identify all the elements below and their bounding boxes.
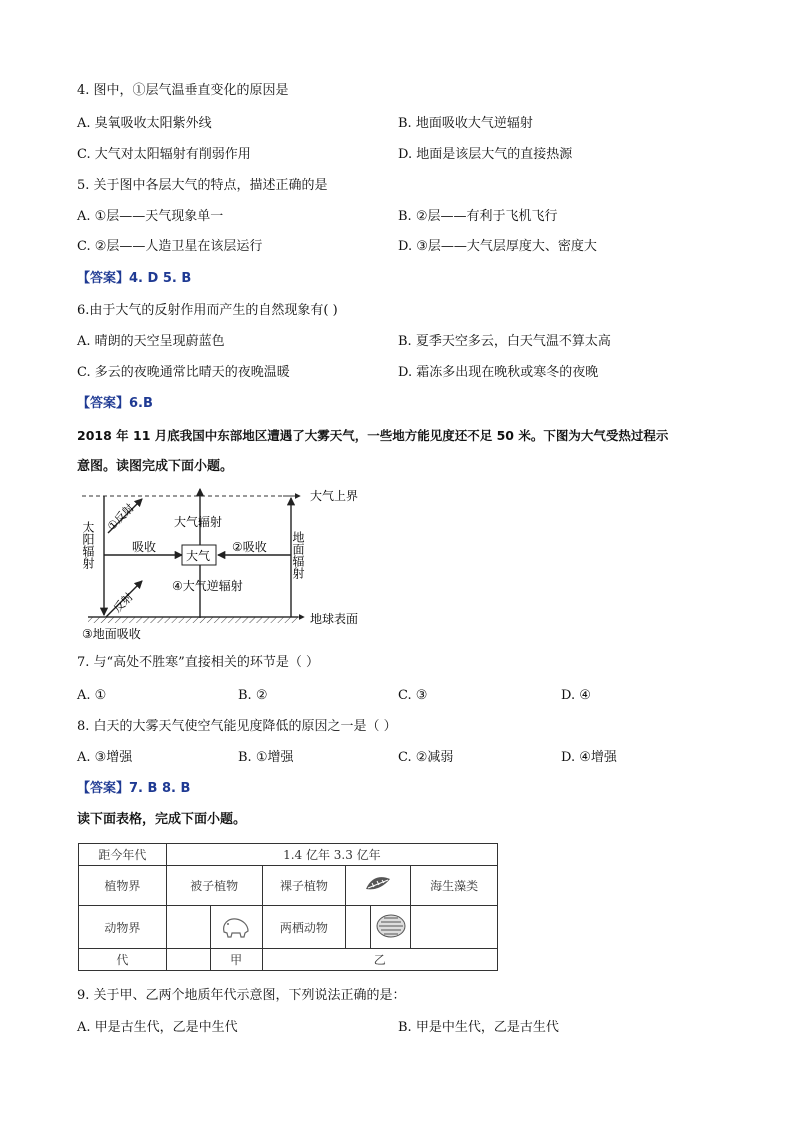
- answer-4-5: [77, 270, 191, 288]
- q4-option-a: A. 臭氧吸收太阳紫外线: [77, 116, 212, 131]
- era-row-label: 代: [79, 948, 167, 970]
- q8-stem: 8. 白天的大雾天气使空气能见度降低的原因之一是（ ）: [77, 719, 397, 734]
- header-years: 1.4 亿年 3.3 亿年: [166, 844, 497, 866]
- ground-radiation-label: 地面辐射: [291, 531, 305, 579]
- answer-text: 7. B 8. B: [129, 781, 191, 796]
- dinosaur-icon: [210, 906, 262, 948]
- q8-option-b: B. ①增强: [238, 750, 294, 765]
- q7-option-a: A. ①: [77, 688, 107, 703]
- q6-stem: 6.由于大气的反射作用而产生的自然现象有( ): [77, 303, 338, 318]
- q9-option-a: A. 甲是古生代，乙是中生代: [77, 1020, 238, 1035]
- answer-label: 【答案】: [77, 396, 130, 411]
- q8-option-c: C. ②减弱: [398, 750, 454, 765]
- q7-option-b: B. ②: [238, 688, 268, 703]
- header-era: 距今年代: [79, 844, 167, 866]
- plant-marine-algae: 海生藻类: [411, 866, 498, 906]
- back-radiation-label: ④大气逆辐射: [172, 579, 243, 593]
- q5-option-b: B. ②层——有利于飞机飞行: [398, 209, 558, 224]
- animal-empty-cell: [166, 906, 210, 948]
- q9-stem: 9. 关于甲、乙两个地质年代示意图，下列说法正确的是：: [77, 988, 406, 1003]
- plant-angiosperm: 被子植物: [166, 866, 262, 906]
- answer-text: 6.B: [129, 396, 153, 411]
- era-yi: 乙: [262, 948, 497, 970]
- q4-stem: 4. 图中，①层气温垂直变化的原因是: [77, 83, 289, 98]
- q6-option-a: A. 晴朗的天空呈现蔚蓝色: [77, 334, 225, 349]
- intro-line-1: 2018 年 11 月底我国中东部地区遭遇了大雾天气，一些地方能见度还不足 50 米。下图为大气受热过程示: [77, 428, 669, 443]
- geologic-era-table: [78, 843, 498, 971]
- solar-radiation-label: 太阳辐射: [81, 521, 95, 569]
- animal-kingdom-label: 动物界: [79, 906, 167, 948]
- animal-empty-cell: [411, 906, 498, 948]
- q6-option-b: B. 夏季天空多云，白天气温不算太高: [398, 334, 611, 349]
- q6-option-c: C. 多云的夜晚通常比晴天的夜晚温暖: [77, 365, 290, 380]
- answer-label: 【答案】: [77, 781, 130, 796]
- atmosphere-box-label: 大气: [186, 549, 211, 563]
- q7-stem: 7. 与“高处不胜寒”直接相关的环节是（ ）: [77, 655, 319, 670]
- table-row: [79, 866, 498, 906]
- trilobite-icon: [371, 906, 411, 948]
- reflect-2-label: 反射: [110, 590, 136, 616]
- atmosphere-radiation-label: 大气辐射: [174, 515, 223, 529]
- animal-empty-cell: [346, 906, 371, 948]
- q8-option-a: A. ③增强: [77, 750, 133, 765]
- ground-hatch: [88, 617, 298, 623]
- q7-option-c: C. ③: [398, 688, 428, 703]
- answer-7-8: [77, 780, 190, 798]
- q5-stem: 5. 关于图中各层大气的特点，描述正确的是: [77, 178, 328, 193]
- answer-6: [77, 395, 153, 413]
- table-row: [79, 948, 498, 970]
- top-boundary-label: 大气上界: [310, 489, 359, 503]
- absorb-left-label: 吸收: [132, 540, 157, 554]
- table-row: [79, 844, 498, 866]
- q4-option-b: B. 地面吸收大气逆辐射: [398, 116, 533, 131]
- absorb-right-label: ②吸收: [232, 540, 267, 554]
- plant-kingdom-label: 植物界: [79, 866, 167, 906]
- era-empty-cell: [166, 948, 210, 970]
- q5-option-d: D. ③层——大气层厚度大、密度大: [398, 239, 597, 254]
- answer-label: 【答案】: [77, 271, 130, 286]
- ground-absorb-label: ③地面吸收: [82, 627, 141, 641]
- q5-option-a: A. ①层——天气现象单一: [77, 209, 224, 224]
- q9-option-b: B. 甲是中生代，乙是古生代: [398, 1020, 559, 1035]
- q4-option-c: C. 大气对太阳辐射有削弱作用: [77, 147, 251, 162]
- animal-amphibian: 两栖动物: [262, 906, 346, 948]
- plant-gymnosperm: 裸子植物: [262, 866, 346, 906]
- answer-text: 4. D 5. B: [129, 271, 192, 286]
- ground-label: 地球表面: [310, 612, 359, 626]
- atmosphere-heating-diagram: [78, 483, 378, 643]
- q4-option-d: D. 地面是该层大气的直接热源: [398, 147, 573, 162]
- fern-fossil-icon: [346, 866, 411, 906]
- q6-option-d: D. 霜冻多出现在晚秋或寒冬的夜晚: [398, 365, 599, 380]
- q5-option-c: C. ②层——人造卫星在该层运行: [77, 239, 263, 254]
- reflect-1-label: ①反射: [104, 501, 137, 534]
- intro-line-2: 意图。读图完成下面小题。: [77, 459, 234, 474]
- q8-option-d: D. ④增强: [561, 750, 617, 765]
- table-intro: 读下面表格，完成下面小题。: [77, 812, 247, 827]
- table-row: [79, 906, 498, 948]
- q7-option-d: D. ④: [561, 688, 591, 703]
- era-jia: 甲: [210, 948, 262, 970]
